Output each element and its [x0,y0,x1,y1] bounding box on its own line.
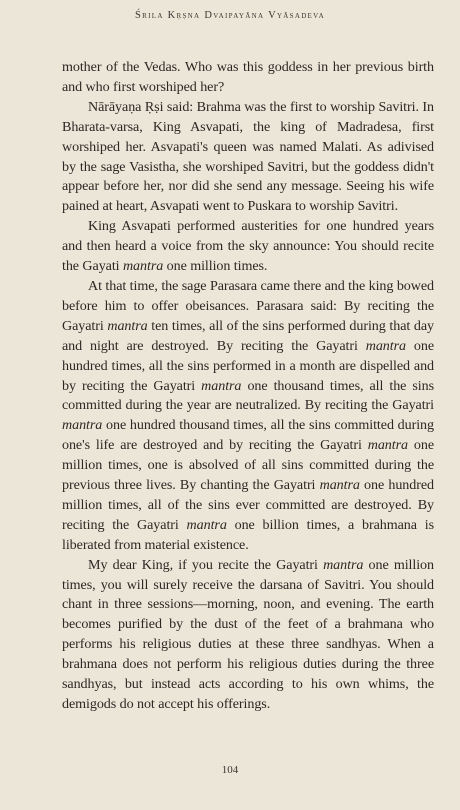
italic-term: mantra [367,437,408,454]
text-run: King Asvapati performed austerities for one hundred years and then heard a voice from the sky announce: You should recite the Gayati [62,218,434,275]
italic-term: mantra [323,556,364,573]
text-run: one billion times, a brahmana is liberated from material existence. [62,516,434,553]
italic-term: mantra [186,516,227,533]
text-run: My dear King, if you recite the Gayatri [88,556,324,573]
page-number: 104 [221,764,239,776]
text-run: one million times, you will surely receive the darsana of Savitri. You should chant in three sessions—morning, noon, and evening. The earth becomes purified by the dust of the feet of a brahmana who performs his religious duties at these three sandhyas. When a brahmana does not perform his religious duties during the three sandhyas, but instead acts according to his own whims, the demigods do not accept his offerings. [62,556,434,712]
italic-term: mantra [201,377,242,394]
body-text [62,58,434,715]
paragraph [62,556,434,715]
text-run: At that time, the sage Parasara came there and the king bowed before him to offer obeisances. Parasara said: By reciting the Gayatri [62,277,434,334]
paragraph [62,98,434,217]
text-run: one hundred million times, all of the sins ever committed are destroyed. By reciting the Gayatri [62,477,434,533]
text-run: Nārāyaṇa Ṛṣi said: Brahma was the first to worship Savitri. In Bharata-varsa, King Asvapati, the king of Madradesa, first worshiped her. Asvapati's queen was named Malati. As adivised by the sage Vasistha, she worshiped Savitri, but the goddess didn't appear before her, nor did she send any message. Seeing his wife pained at heart, Asvapati went to Puskara to worship Savitri. [62,98,434,215]
paragraph [62,277,434,556]
text-run: one million times. [163,258,268,275]
text-run: one thousand times, all the sins committed during the year are neutralized. By reciting the Gayatri [62,377,434,414]
italic-term: mantra [122,258,164,275]
text-run: one million times, one is absolved of all sins committed during the previous three lives. By chanting the Gayatri [62,437,434,494]
italic-term: mantra [62,417,103,434]
paragraph [62,217,434,277]
italic-term: mantra [365,337,406,354]
text-run: one hundred times, all the sins performed in a month are dispelled and by reciting the Gayatri [62,337,434,394]
paragraph [62,58,434,98]
text-run: mother of the Vedas. Who was this goddess in her previous birth and who first worshiped her? [62,59,434,95]
running-head: Śrila Kṛṣna Dvaipayāna Vyāsadeva [135,10,325,21]
italic-term: mantra [319,477,360,494]
text-run: one hundred thousand times, all the sins committed during one's life are destroyed and by reciting the Gayatri [62,417,434,454]
text-run: ten times, all of the sins performed during that day and night are destroyed. By reciting the Gayatri [62,317,434,354]
italic-term: mantra [107,317,148,334]
